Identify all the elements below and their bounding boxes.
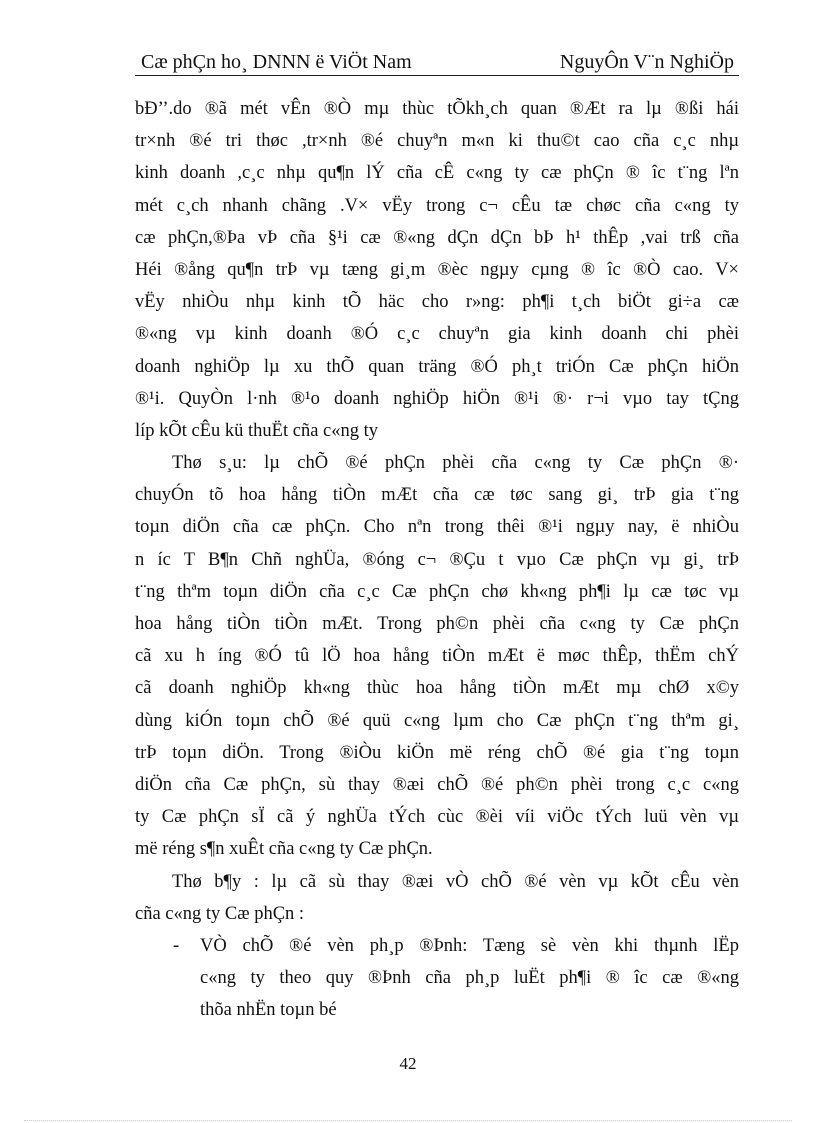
text-line: doanh nghiÖp lµ xu thÕ quan träng ®Ó ph¸t triÓn Cæ phÇn hiÖn xyxy=(135,356,739,377)
text-line: c«ng ty theo quy ®Þnh cña ph¸p luËt ph¶i ® îc cæ ®«ng xyxy=(200,968,739,989)
text-line: më réng s¶n xuÊt cña c«ng ty Cæ phÇn. xyxy=(135,839,433,860)
text-line: diÖn cña Cæ phÇn, sù thay ®æi chÕ ®é ph©n phèi trong c¸c c«ng xyxy=(135,774,739,795)
text-line: mét c¸ch nhanh chãng .V× vËy trong c¬ cÊu tæ chøc cña c«ng ty xyxy=(135,195,739,216)
text-line: VÒ chÕ ®é vèn ph¸p ®Þnh: Tæng sè vèn khi thµnh lËp xyxy=(200,935,739,956)
text-line: cã doanh nghiÖp kh«ng thùc hoa hång tiÒn mÆt mµ chØ x©y xyxy=(135,678,739,699)
text-line: ®¹i. QuyÒn l·nh ®¹o doanh nghiÖp hiÖn ®¹i ®· r¬i vµo tay tÇng xyxy=(135,388,739,409)
text-line: toµn diÖn cña cæ phÇn. Cho nªn trong thêi ®¹i ngµy nay, ë nhiÒu xyxy=(135,517,739,538)
text-line: ty Cæ phÇn sÏ cã ý nghÜa tÝch cùc ®èi víi viÖc tÝch luü vèn vµ xyxy=(135,807,739,828)
page-bottom-rule xyxy=(24,1120,792,1121)
text-line: hoa hång tiÒn tiÒn mÆt. Trong ph©n phèi cña c«ng ty Cæ phÇn xyxy=(135,614,739,634)
running-header xyxy=(135,51,739,76)
paragraph-2 xyxy=(135,447,739,865)
text-line: Thø s¸u: lµ chÕ ®é phÇn phèi cña c«ng ty Cæ phÇn ®· xyxy=(172,453,739,474)
bullet-line xyxy=(135,962,739,994)
bullet-line xyxy=(135,994,739,1026)
text-line: líp kÕt cÊu kü thuËt cña c«ng ty xyxy=(135,420,379,441)
bullet-dash: - xyxy=(173,935,180,956)
paragraph-3 xyxy=(135,866,739,930)
text-line: Héi ®ång qu¶n trÞ vµ tæng gi¸m ®èc ngµy cµng ® îc ®Ò cao. V× xyxy=(135,259,739,280)
header-author: NguyÔn V¨n NghiÖp xyxy=(559,51,734,73)
text-line: n íc T B¶n Chñ nghÜa, ®óng c¬ ®Çu t vµo Cæ phÇn vµ gi¸ trÞ xyxy=(135,549,739,570)
text-line: ®«ng vµ kinh doanh ®Ó c¸c chuyªn gia kinh doanh chi phèi xyxy=(135,324,739,345)
bullet-item xyxy=(135,930,739,1027)
text-line: thõa nhËn toµn bé xyxy=(200,1000,337,1021)
bullet-line xyxy=(135,930,739,962)
text-line: chuyÓn tõ hoa hång tiÒn mÆt cña cæ tøc sang gi¸ trÞ gia t¨ng xyxy=(135,485,739,506)
text-line: tr×nh ®é tri thøc ,tr×nh ®é chuyªn m«n ki thu©t cao cña c¸c nhµ xyxy=(135,131,739,152)
text-line: t¨ng thªm toµn diÖn cña c¸c Cæ phÇn chø kh«ng ph¶i lµ cæ tøc vµ xyxy=(135,581,739,602)
text-line: kinh doanh ,c¸c nhµ qu¶n lÝ cña cÊ c«ng ty cæ phÇn ® îc t¨ng lªn xyxy=(135,163,739,184)
text-line: cæ phÇn,®Þa vÞ cña §¹i cæ ®«ng dÇn dÇn bÞ h¹ thÊp ,vai trß cña xyxy=(135,227,739,248)
page-number: 42 xyxy=(399,1054,417,1073)
body-text xyxy=(135,93,739,1026)
paragraph-1 xyxy=(135,93,739,447)
text-line: Thø b¶y : lµ cã sù thay ®æi vÒ chÕ ®é vèn vµ kÕt cÊu vèn xyxy=(172,871,739,892)
text-line: bÐ’’.do ®ã mét vÊn ®Ò mµ thùc tÕkh¸ch quan ®Æt ra lµ ®ßi hái xyxy=(135,99,739,119)
text-line: vËy nhiÒu nhµ kinh tÕ häc cho r»ng: ph¶i t¸ch biÖt gi÷a cæ xyxy=(135,292,739,313)
header-title: Cæ phÇn ho¸ DNNN ë ViÖt Nam xyxy=(141,51,412,73)
text-line: cã xu h íng ®Ó tû lÖ hoa hång tiÒn mÆt ë møc thÊp, thËm chÝ xyxy=(135,646,739,667)
text-line: dùng kiÓn toµn chÕ ®é quü c«ng lµm cho Cæ phÇn t¨ng thªm gi¸ xyxy=(135,710,739,731)
text-line: trÞ toµn diÖn. Trong ®iÒu kiÖn më réng chÕ ®é gia t¨ng toµn xyxy=(135,742,739,763)
text-line: cña c«ng ty Cæ phÇn : xyxy=(135,903,305,924)
